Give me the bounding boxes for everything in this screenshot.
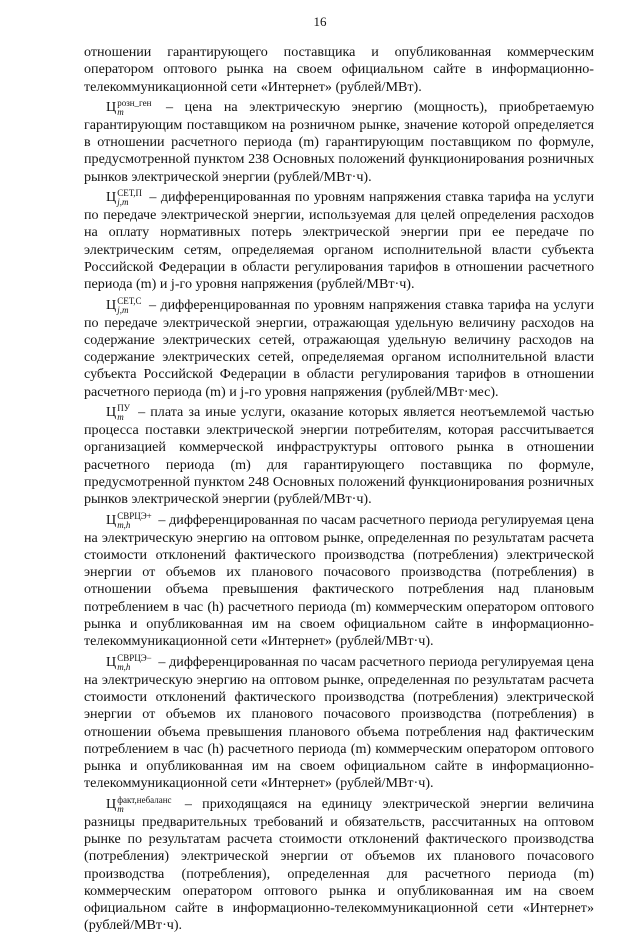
formula-symbol: Ц розн_ген m: [106, 97, 152, 117]
definition-text: – плата за иные услуги, оказание которых является неотъемлемой частью процесса поставки электрической энергии потребителям, которая рассчитывается организацией коммерческой инфраструктуры оптового рынка в отношении расчетного периода (m) для гарантирующего поставщика по формуле, предусмотренной пунктом 248 Основных положений функционирования розничных рынков электрической энергии (рублей/МВт·ч).: [84, 404, 594, 508]
intro-paragraph: отношении гарантирующего поставщика и опубликованная коммерческим оператором оптового рынка на своем официальном сайте в информационно-телекоммуникационной сети «Интернет» (рублей/МВт).: [84, 44, 594, 95]
page-content: [84, 44, 594, 935]
definition-text: – приходящаяся на единицу электрической энергии величина разницы предварительных требований и обязательств, рассчитанных на оптовом рынке по результатам расчета стоимости отклонений фактического производства (потребления) электрической энергии от объемов их планового почасового производства (потребления), определенная для расчетного периода (m) коммерческим оператором оптового рынка и опубликованная им на своем официальном сайте в информационно-телекоммуникационной сети «Интернет» (рублей/МВт·ч).: [84, 795, 594, 934]
definition-price-retail: [84, 99, 594, 186]
definition-text: – дифференцированная по часам расчетного периода регулируемая цена на электрическую энергию на оптовом рынке, определенная по результатам расчета стоимости отклонений фактического производства (потребления) электрической энергии от объемов их планового почасового производства (потребления) в отношении объема превышения фактического потребления над плановым потреблением в час (h) расчетного периода (m) коммерческим оператором оптового рынка и опубликованная им на своем официальном сайте в информационно-телекоммуникационной сети «Интернет» (рублей/МВт·ч).: [84, 511, 594, 650]
definition-text: – дифференцированная по уровням напряжения ставка тарифа на услуги по передаче электрической энергии, отражающая удельную величину расходов на содержание электрических сетей, отражающая удельную величину расходов на содержание электрических сетей, определяемая органом исполнительной власти субъекта Российской Федерации в области регулирования тарифов в отношении расчетного периода (m) и j-го уровня напряжения (рублей/МВт·мес).: [84, 296, 595, 400]
page-number: 16: [313, 14, 327, 29]
formula-symbol: Ц СЕТ,П j,m: [106, 188, 143, 208]
definition-svrce-minus: [84, 654, 594, 793]
definition-text: – дифференцированная по уровням напряжения ставка тарифа на услуги по передаче электрической энергии, используемая для целей определения расходов на оплату нормативных потерь электрической энергии при ее передаче по электрическим сетям, определяемая органом исполнительной власти субъекта Российской Федерации в области регулирования тарифов в отношении расчетного периода (m) и j-го уровня напряжения (рублей/МВт·ч).: [84, 189, 594, 293]
formula-symbol: Ц СЕТ,С j,m: [106, 295, 142, 315]
definition-tariff-losses: [84, 189, 594, 293]
definition-text: – дифференцированная по часам расчетного периода регулируемая цена на электрическую энергию на оптовом рынке, определенная по результатам расчета стоимости отклонений фактического производства (потребления) электрической энергии от объемов их планового почасового производства (потребления) в отношении объема превышения планового объема потребления над фактическим потреблением в час (h) расчетного периода (m) коммерческим оператором оптового рынка и опубликованная им на своем официальном сайте в информационно-телекоммуникационной сети «Интернет» (рублей/МВт·ч).: [84, 653, 594, 792]
formula-symbol: Ц ПУ m: [106, 403, 131, 423]
formula-symbol: Ц факт,небаланс m: [106, 794, 172, 814]
definition-text: – цена на электрическую энергию (мощность), приобретаемую гарантирующим поставщиком на розничном рынке, значение которой определяется в отношении расчетного периода (m) гарантирующим поставщиком по формуле, предусмотренной пунктом 238 Основных положений функционирования розничных рынков электрической энергии (рублей/МВт·ч).: [84, 99, 594, 185]
formula-symbol: Ц СВРЦЭ+ m,h: [106, 510, 152, 530]
definition-svrce-plus: [84, 512, 594, 651]
definition-other-services: [84, 404, 594, 508]
definition-tariff-maintenance: [84, 297, 594, 401]
formula-symbol: Ц СВРЦЭ− m,h: [106, 652, 152, 672]
definition-imbalance: [84, 796, 594, 935]
